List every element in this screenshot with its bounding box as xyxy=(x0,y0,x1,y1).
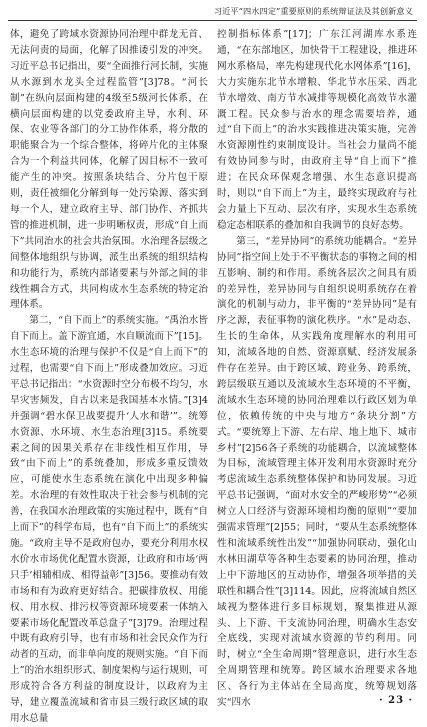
left-paragraph-2-body: “禹治水皆自下而上。盖下游宜通，水自顺流而下”[15]。水生态环境的治理与保护不仅是“自上而下”的过程，也需要“自下而上”形成叠加效应。习近平总书记指出：“水资源时空分布极不均匀，水旱灾害频发，自古以来是我国基本水情。”[3]4并强调“碧水保卫战要提升‘人水和谐’”。统筹水资源、水环境、水生态治理[3]15。系统要素之间的因果关系存在非线性相互作用，导致“由下而上”的系统叠加，形成多重反馈效应，可能使水生态系统在演化中出现多种偏差。水治理的有效性取决于社会参与机制的完善，在我国水治理政策的实施过程中，既有“自上而下”的科学布局，也有“自下而上”的系统实施。“政府主导不是政府包办，要充分利用水权水价水市场优化配置水资源，让政府和市场‘两只手’相辅相成、相得益彰”[3]56。要推动有效市场和有为政府更好结合。把碳排放权、用能权、用水权、排污权等资源环境要素一体纳入要素市场化配置改革总盘子”[3]79。治理过程中既有政府引导，也有市场和社会民众作为行动者的互动，而非单向度的规则实施。“自下而上”的治水组织形式、制度架构与运行规则，可形成符合各方利益的制度设计，以政府为主导，建立覆盖流域和省市县三级行政区域的取用水总量 xyxy=(10,315,209,724)
right-column xyxy=(217,27,417,711)
right-paragraph-2 xyxy=(217,234,417,711)
section-heading-2: 第二，“自下而上”的系统实施。 xyxy=(29,315,165,327)
section-heading-3: 第三，“差异协同”的系统功能耦合。 xyxy=(236,235,393,247)
right-paragraph-2-body: “差异协同”指空间上处于不平衡状态的事物之间的相互影响、制约和作用。系统各层次之间具有质的差异性，差异协同与自组织说明系统存在着演化的机制与动力，非平衡的“差异协同”是有序之源，表征事物的演化秩序。“水”是动态、生长的生命体，从实践角度理解水的利用可知，流域各地的自然、资源禀赋、经济发展条件存在差异。由于跨区域、跨业务、跨系统，跨层级联互通以及流域水生态环境的不平衡，流域水生态环境的协同治理难以行政区划为单位，依赖传统的中央与地方“条块分割”方式。“要统筹上下游、左右岸、地上地下、城市乡村”[2]56各子系统的功能耦合，以流域整体为目标，流域管理主体开发利用水资源时充分考虑流域生态系统整体保护和协同发展。习近平总书记强调，“面对水安全的严峻形势”“必须树立人口经济与资源环境相均衡的原则”“要加强需求管理”[2]55；同时，“要从生态系统整体性和流域系统性出发”“加强协同联动，强化山水林田湖草等各种生态要素的协同治理，推动上中下游地区的互动协作，增强各项举措的关联性和耦合性”[3]114。因此，应将流域自然区域视为整体进行多目标规划，聚集推进从源头、上下游、干支流协同治理，明确水生态安全底线，实现对流域水资源的节约利用。同时，树立“全生命周期”管理意识，进行水生态全周期管理和统筹。跨区域水治理要求各地区、各行为主体站在全局高度，统筹规划落实“四水 xyxy=(217,235,418,709)
left-paragraph-2 xyxy=(10,313,208,727)
left-paragraph-1: 体，避免了跨域水资源协同治理中群龙无首、无法问责的局面，化解了因推诿引发的冲突。习近平总书记指出，要“全面推行河长制，实施从水源到水龙头全过程监管”[3]78。“河长制”在纵向层面构建的4级至5级河长体系，在横向层面构建的以党委政府主导，水利、环保、农业等各部门的分工协作体系，将分散的职能聚合为一个综合整体，将碎片化的主体聚合为一个利益共同体，化解了因目标不一致可能产生的冲突。按照条块结合、分片包干原则，责任被细化分解到每一处污染源、落实到每一个人，建立政府主导、部门协作、齐抓共管的推进机制，进一步明晰权责，形成“自上而下”共同治水的社会共治氛围。水治理各层级之间整体地组织与协调，派生出系统的组织结构和功能行为，系统内部诸要素与外部之间的非线性耦合方式，共同构成水生态系统的特定治理体系。 xyxy=(10,29,208,311)
right-paragraph-1: 控制指标体系”[17]；广东江河湖库水系连通，“在东部地区，加快骨干工程建设，推进环网水系格局，率先构建现代化水网体系”[16]，大力实施东北节水增粮、华北节水压采、西北节水增效、南方节水减排等规模化高效节水灌溉工程。民众参与治水的理念需要培养，通过“自下而上”的治水实践推进决策实施，完善水资源刚性约束制度设计。当社会力量尚不能有效协同参与时，由政府主导“自上而下”推进；在民众环保观念增强、水生态意识提高时，则以“自下而上”为主，最终实现政府与社会力量上下互动、层次有序，实现水生态系统稳定态相联系的叠加和自我调节的良好态势。 xyxy=(217,29,417,231)
left-column xyxy=(10,27,208,727)
page-number: · 23 · xyxy=(379,695,413,706)
header-divider xyxy=(8,20,417,21)
running-header: 习近平“四水四定”重要原则的系统辩证法及其创新意义 xyxy=(213,6,413,16)
